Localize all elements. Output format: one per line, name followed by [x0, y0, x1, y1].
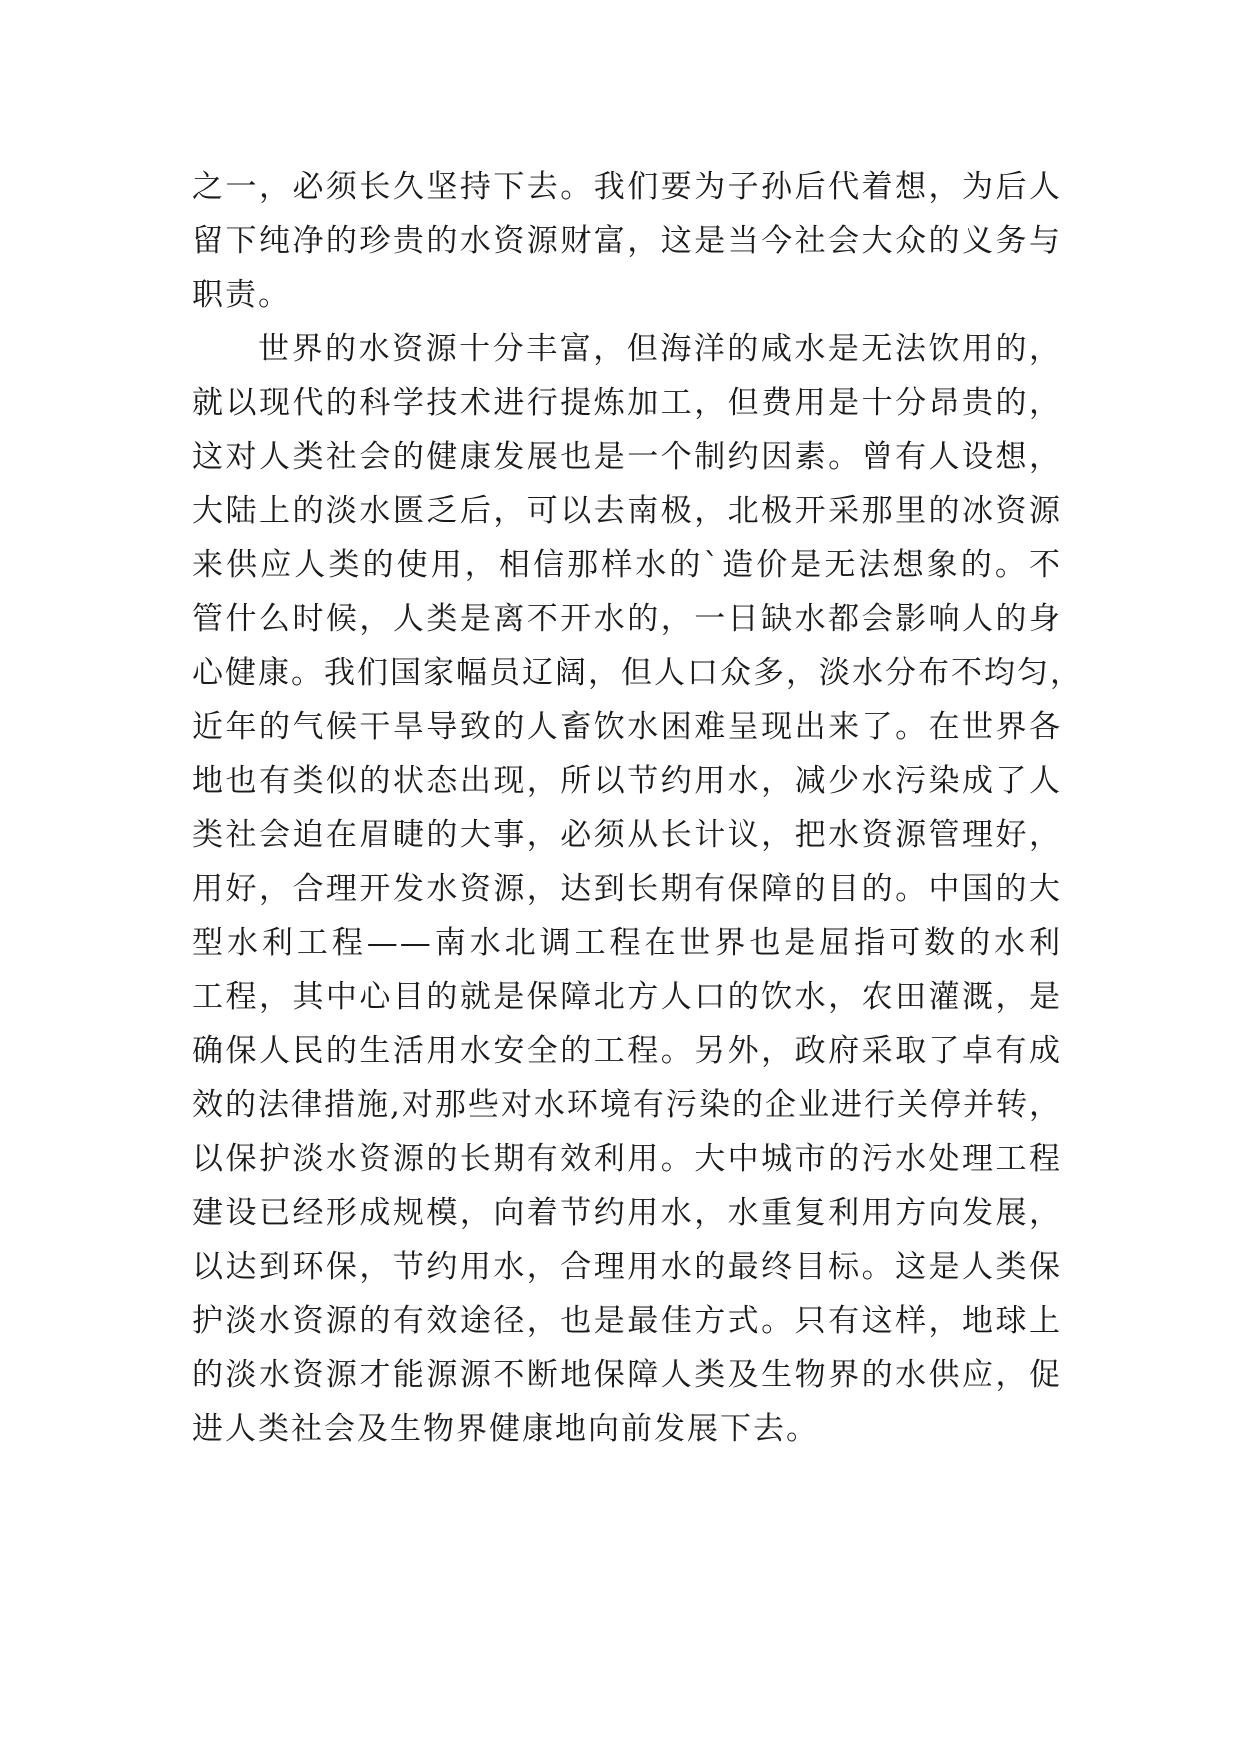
text-line: 就以现代的科学技术进行提炼加工，但费用是十分昂贵的，: [192, 385, 1062, 421]
text-line: 管什么时候，人类是离不开水的，一日缺水都会影响人的身: [192, 601, 1062, 637]
paragraph-1: [192, 160, 1062, 322]
text-line: 型水利工程——南水北调工程在世界也是屈指可数的水利: [192, 925, 1062, 961]
text-line: 以达到环保，节约用水，合理用水的最终目标。这是人类保: [192, 1249, 1062, 1285]
text-line: 世界的水资源十分丰富，但海洋的咸水是无法饮用的，: [258, 331, 1062, 367]
text-line: 护淡水资源的有效途径，也是最佳方式。只有这样，地球上: [192, 1303, 1062, 1339]
text-line: 建设已经形成规模，向着节约用水，水重复利用方向发展，: [192, 1195, 1062, 1231]
text-line: 之一，必须长久坚持下去。我们要为子孙后代着想，为后人: [192, 169, 1062, 205]
text-line: 效的法律措施,对那些对水环境有污染的企业进行关停并转，: [192, 1087, 1062, 1123]
text-line: 用好，合理开发水资源，达到长期有保障的目的。中国的大: [192, 871, 1062, 907]
text-line: 来供应人类的使用，相信那样水的`造价是无法想象的。不: [192, 547, 1062, 583]
paragraph-2: [192, 322, 1083, 1456]
text-line: 留下纯净的珍贵的水资源财富，这是当今社会大众的义务与: [192, 223, 1062, 259]
text-line: 心健康。我们国家幅员辽阔，但人口众多，淡水分布不均匀，: [192, 655, 1083, 691]
body-text: [192, 160, 1083, 1456]
text-line: 以保护淡水资源的长期有效利用。大中城市的污水处理工程: [192, 1141, 1062, 1177]
text-line: 地也有类似的状态出现，所以节约用水，减少水污染成了人: [192, 763, 1062, 799]
text-line: 类社会迫在眉睫的大事，必须从长计议，把水资源管理好，: [192, 817, 1062, 853]
text-line: 进人类社会及生物界健康地向前发展下去。: [192, 1411, 819, 1447]
text-line: 这对人类社会的健康发展也是一个制约因素。曾有人设想，: [192, 439, 1062, 475]
text-line: 的淡水资源才能源源不断地保障人类及生物界的水供应，促: [192, 1357, 1062, 1393]
text-line: 大陆上的淡水匮乏后，可以去南极，北极开采那里的冰资源: [192, 493, 1062, 529]
text-line: 职责。: [192, 277, 291, 313]
text-line: 工程，其中心目的就是保障北方人口的饮水，农田灌溉，是: [192, 979, 1062, 1015]
text-line: 近年的气候干旱导致的人畜饮水困难呈现出来了。在世界各: [192, 709, 1062, 745]
text-line: 确保人民的生活用水安全的工程。另外，政府采取了卓有成: [192, 1033, 1062, 1069]
